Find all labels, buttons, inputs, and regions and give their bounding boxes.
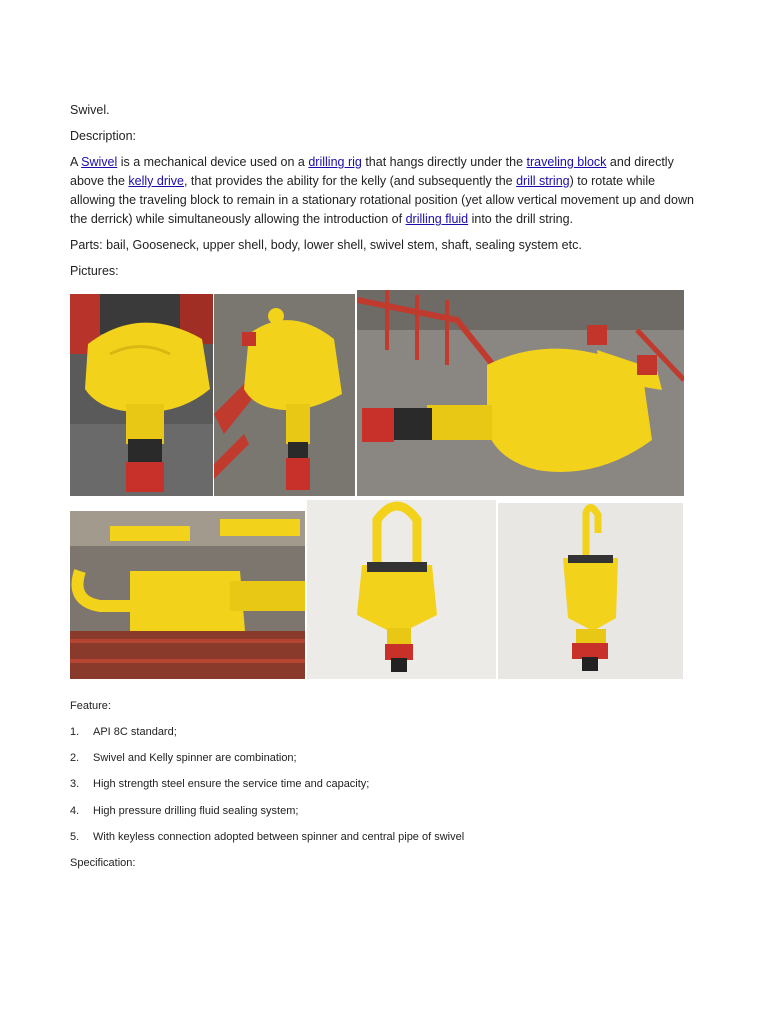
pictures-heading: Pictures:: [70, 264, 119, 278]
specification-heading: Specification:: [70, 857, 136, 869]
swivel-photo-5: [307, 500, 496, 679]
parts-text: Parts: bail, Gooseneck, upper shell, body, lower shell, swivel stem, shaft, sealing system etc.: [70, 238, 582, 252]
swivel-photo-4: [70, 511, 305, 679]
swivel-photo-2: [214, 294, 355, 496]
swivel-photo-6: [498, 503, 683, 679]
description-paragraph: A Swivel is a mechanical device used on a drilling rig that hangs directly under the traveling block and directly above the kelly drive, that provides the ability for the kelly (and subsequently the drill string) to rotate while allowing the traveling block to remain in a stationary rotational position (yet allow vertical movement up and down the derrick) while simultaneously allowing the introduction of drilling fluid into the drill string.: [70, 155, 694, 226]
feature-item: 2. Swivel and Kelly spinner are combination;: [70, 752, 297, 764]
link-drilling-rig[interactable]: drilling rig: [308, 155, 362, 169]
feature-heading: Feature:: [70, 700, 111, 712]
link-swivel[interactable]: Swivel: [81, 155, 118, 169]
description-heading: Description:: [70, 129, 136, 143]
doc-title: Swivel.: [70, 103, 110, 117]
link-traveling-block[interactable]: traveling block: [526, 155, 607, 169]
feature-item: 3. High strength steel ensure the service time and capacity;: [70, 778, 370, 790]
feature-item: 1. API 8C standard;: [70, 726, 177, 738]
link-drilling-fluid[interactable]: drilling fluid: [405, 212, 469, 226]
swivel-photo-3: [357, 290, 684, 496]
swivel-photo-1: [70, 294, 213, 496]
link-kelly-drive[interactable]: kelly drive: [128, 174, 184, 188]
feature-item: 4. High pressure drilling fluid sealing system;: [70, 805, 299, 817]
link-drill-string[interactable]: drill string: [516, 174, 570, 188]
feature-item: 5. With keyless connection adopted between spinner and central pipe of swivel: [70, 831, 465, 843]
